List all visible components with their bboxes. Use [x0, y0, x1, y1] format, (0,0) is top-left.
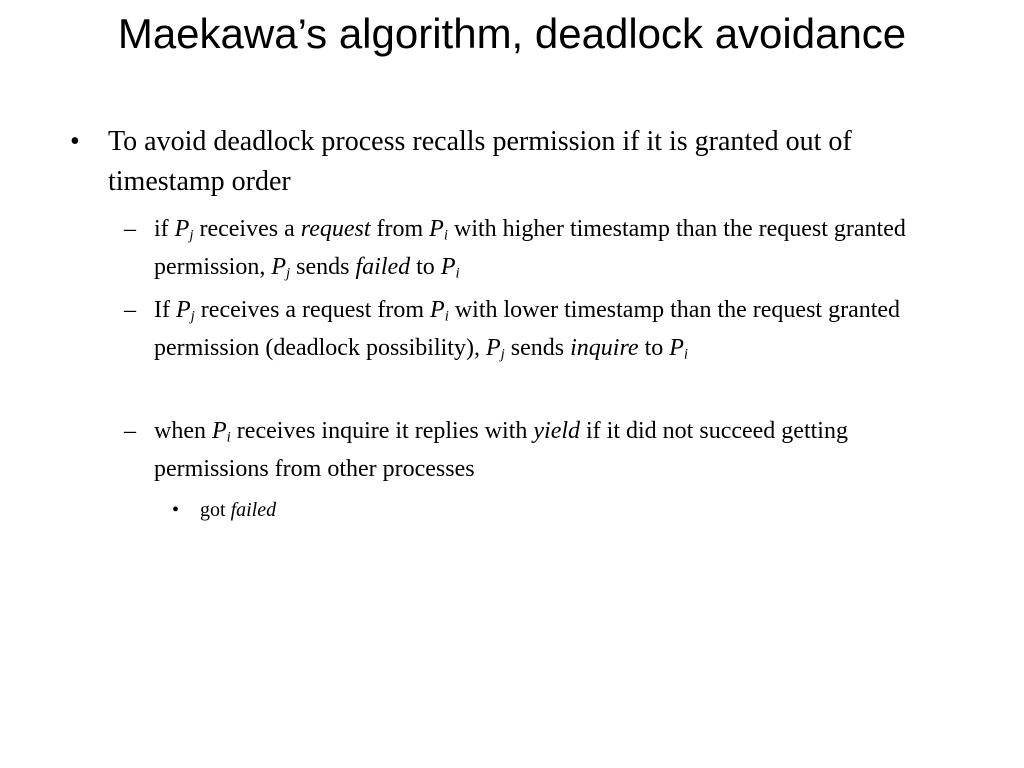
process-subscript: j [500, 346, 505, 363]
text-run: receives inquire it replies with [230, 418, 534, 444]
process-subscript: i [455, 265, 460, 282]
process-symbol: P [429, 216, 444, 242]
process-subscript: j [286, 265, 291, 282]
process-subscript: i [444, 308, 449, 325]
text-run: If [154, 297, 176, 323]
process-subscript: j [190, 308, 195, 325]
process-symbol: P [174, 216, 190, 242]
dash-marker: – [124, 418, 136, 444]
text-run: sends [504, 335, 571, 361]
slide-title: Maekawa’s algorithm, deadlock avoidance [117, 10, 907, 57]
bullet-text: To avoid deadlock process recalls permission if it is granted out of timestamp order [108, 126, 852, 197]
sub-bullet-inquire [124, 291, 954, 367]
dash-marker: – [124, 297, 136, 323]
text-run: receives a [193, 216, 301, 242]
text-run: if it did not succeed getting permissions from other processes [154, 418, 848, 482]
text-run: got [200, 499, 231, 521]
process-symbol: P [430, 297, 445, 323]
text-run: with lower timestamp than the request granted permission (deadlock possibility), [154, 297, 901, 361]
text-run: from [370, 216, 430, 242]
message-term: inquire [570, 335, 639, 361]
process-symbol: P [485, 335, 501, 361]
sub-bullet-yield [124, 412, 954, 488]
message-term: request [300, 216, 371, 242]
text-run: receives a request from [194, 297, 431, 323]
process-symbol: P [440, 254, 456, 280]
bullet-marker: • [172, 499, 180, 521]
text-run: to [638, 335, 670, 361]
sub-sub-bullet-got-failed [172, 494, 277, 526]
sub-bullet-failed [124, 210, 954, 286]
process-symbol: P [669, 335, 684, 361]
text-run: with higher timestamp than the request granted permission, [154, 216, 906, 280]
process-subscript: i [683, 346, 689, 363]
message-term: failed [355, 254, 411, 280]
message-term: yield [533, 418, 581, 444]
bullet-recall-permission [70, 122, 958, 202]
process-symbol: P [211, 418, 227, 444]
text-run: to [410, 254, 441, 280]
process-symbol: P [271, 254, 286, 280]
dash-marker: – [124, 216, 136, 242]
process-symbol: P [175, 297, 191, 323]
process-subscript: i [443, 227, 448, 244]
message-term: failed [230, 499, 277, 521]
bullet-marker: • [70, 126, 80, 157]
process-subscript: i [226, 429, 231, 446]
text-run: if [154, 216, 175, 242]
process-subscript: j [189, 227, 194, 244]
text-run: when [154, 418, 212, 444]
text-run: sends [290, 254, 356, 280]
